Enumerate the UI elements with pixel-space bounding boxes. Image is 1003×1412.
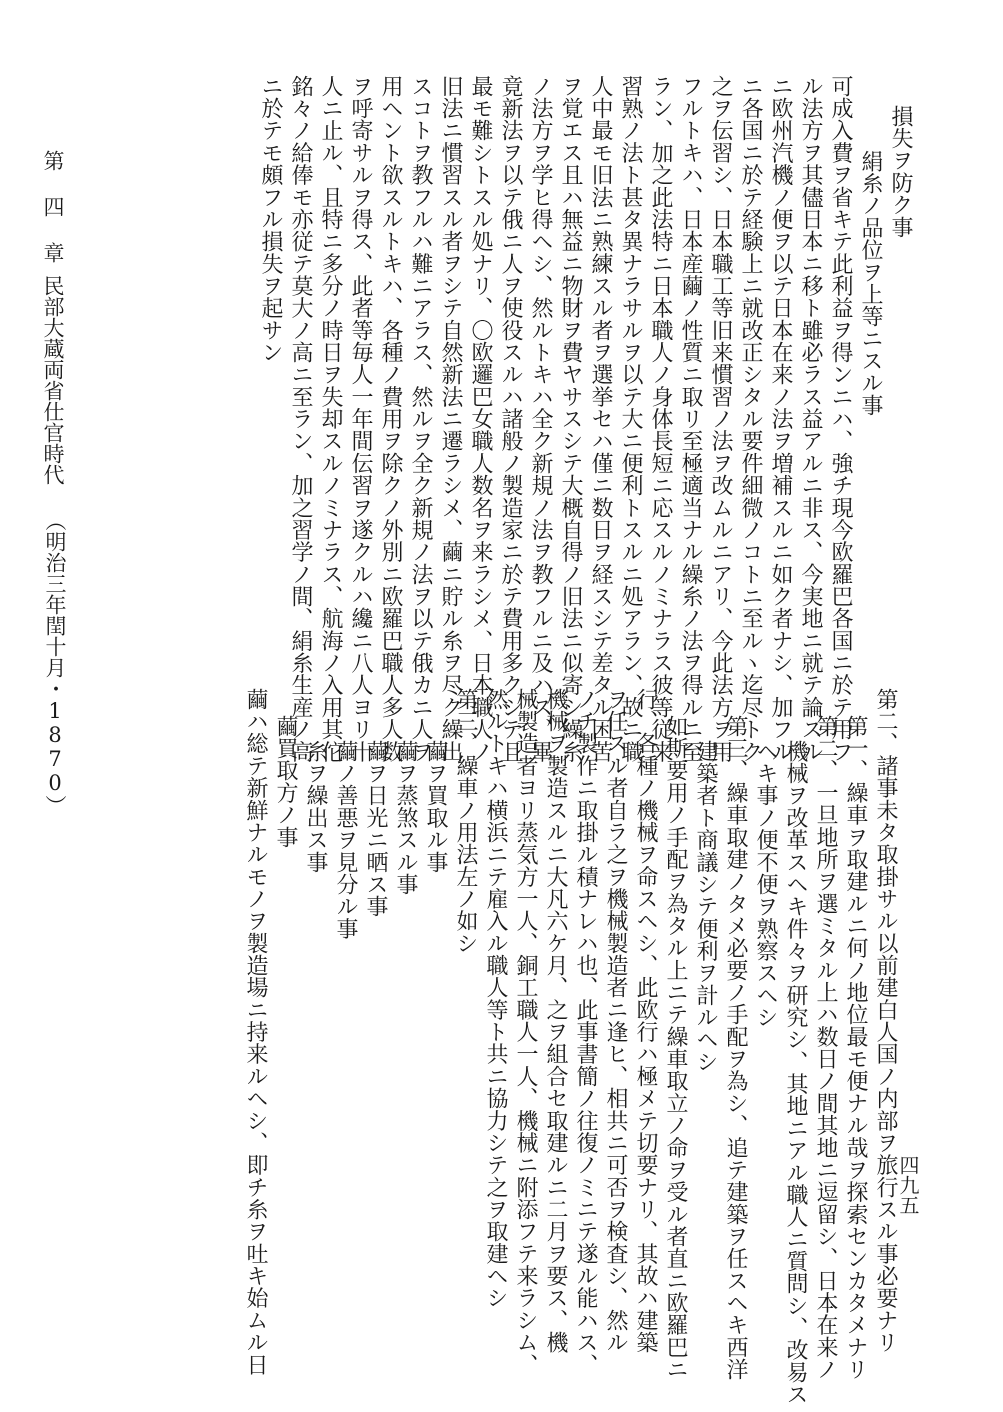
- text-column: ヲ呼寄サルヲ得ス、此者等毎人一年間伝習ヲ遂クルハ纔ニ八人ヨリ十: [348, 75, 373, 763]
- text-column: ヲ任スル者自ラ之ヲ機械製造者ニ逢ヒ、相共ニ可否ヲ検査シ、然ル: [603, 688, 628, 1354]
- text-column: 械製造者ヨリ蒸気方一人、銅工職人一人、機械ニ附添フテ来ラシム、: [513, 688, 538, 1376]
- text-column: 機械ヲ改革スヘキ件々ヲ研究シ、其地ニアル職人ニ質問シ、改易ス: [783, 740, 808, 1406]
- text-column: ラン、加之此法特ニ日本職人ノ身体長短ニ応スルノミナラス彼等従来: [648, 75, 673, 763]
- section-title: 民部大蔵両省仕官時代: [41, 275, 65, 485]
- subheading: 繭買取方ノ事: [273, 715, 298, 849]
- text-column: 第二、一旦地所ヲ選ミタル上ハ数日ノ間其地ニ逗留シ、日本在来ノ: [813, 715, 838, 1381]
- text-column: 人中最モ旧法ニ熟練スル者ヲ選挙セハ僅ニ数日ヲ経スシテ差タル困苦: [588, 75, 613, 763]
- text-column: 可成入費ヲ省キテ此利益ヲ得ンニハ、強チ現今欧羅巴各国ニ於テ用フ: [828, 75, 853, 763]
- text-column: 繭ハ総テ新鮮ナルモノヲ製造場ニ持来ルヘシ、即チ糸ヲ吐キ始ムル日: [243, 688, 268, 1376]
- text-column: 竟新法ヲ以テ俄ニ人ヲ使役スルハ諸般ノ製造家ニ於テ費用多クシテ且: [498, 75, 523, 763]
- text-column: 行、各種ノ機械ヲ命スヘシ、此欧行ハ極メテ切要ナリ、其故ハ建築: [633, 688, 658, 1354]
- text-column: 第三、繰車ノ用法左ノ如シ: [453, 688, 478, 955]
- text-column: 第二、諸事未タ取掛サル以前建白人国ノ内部ヲ旅行スル事必要ナリ: [873, 688, 898, 1354]
- text-column: フルトキハ、日本産繭ノ性質ニ取リ至極適当ナル繰糸ノ法ヲ得ルニ至: [678, 75, 703, 763]
- text-column: 銘々ノ給俸モ亦従テ莫大ノ高ニ至ラン、加之習学ノ間、絹糸生産ノ高: [288, 75, 313, 763]
- text-column: 第三、繰車取建ノタメ必要ノ手配ヲ為シ、追テ建築ヲ任スヘキ西洋: [723, 715, 748, 1381]
- heading-line: 絹糸ノ品位ヲ上等ニスル事: [858, 150, 883, 417]
- text-column: ノ法方ヲ学ヒ得ヘシ、然ルトキハ全ク新規ノ法ヲ教フルニ及ハス、畢: [528, 75, 553, 763]
- text-column: 如斯要用ノ手配ヲ為タル上ニテ繰車取立ノ命ヲ受ル者直ニ欧羅巴ニ: [663, 715, 688, 1381]
- heading-line: 損失ヲ防ク事: [888, 105, 913, 239]
- list-item: 糸ヲ繰出ス事: [303, 740, 328, 874]
- list-item: 繭ヲ日光ニ晒ス事: [363, 740, 388, 918]
- text-column: ル法方ヲ其儘日本ニ移ト雖必ラス益アルニ非ス、今実地ニ就テ論スル: [798, 75, 823, 763]
- text-column: 機械ヲ製造スルニ大凡六ケ月、之ヲ組合セ取建ルニ二月ヲ要ス、機: [543, 688, 568, 1354]
- text-column: 用ヘント欲スルトキハ、各種ノ費用ヲ除クノ外別ニ欧羅巴職人多人数: [378, 75, 403, 763]
- text-column: 之ヲ伝習シ、日本職工等旧来慣習ノ法ヲ改ムルニアリ、今此法方ヲ用: [708, 75, 733, 763]
- text-column: ヲ覚エス且ハ無益ニ物財ヲ費ヤサスシテ大概自得ノ旧法ニ似寄シ繰糸: [558, 75, 583, 763]
- text-column: ニ於テモ頗フル損失ヲ起サン: [258, 75, 283, 364]
- text-column: 第一、繰車ヲ取建ルニ何ノ地位最モ便ナル哉ヲ探索センカタメナリ: [843, 715, 868, 1381]
- text-column: 習熟ノ法ト甚タ異ナラサルヲ以テ大ニ便利トスルニ処アラン、故ニ職: [618, 75, 643, 763]
- list-item: 繭ヲ蒸煞スル事: [393, 740, 418, 896]
- date-label: （明治三年閏十月・1870）: [43, 510, 67, 816]
- text-column: 然ルトキハ横浜ニテ雇入ル職人等ト共ニ協力シテ之ヲ取建ヘシ: [483, 688, 508, 1310]
- list-item: 繭ヲ買取ル事: [423, 740, 448, 874]
- text-column: ニ欧州汽機ノ便ヲ以テ日本在来ノ法ヲ増補スルニ如ク者ナシ、加フル: [768, 75, 793, 763]
- text-column: 旧法ニ慣習スル者ヲシテ自然新法ニ遷ラシメ、繭ニ貯ル糸ヲ尽ク繰出: [438, 75, 463, 763]
- text-column: 人ニ止ル、且特ニ多分ノ時日ヲ失却スルノミナラス、航海ノ入用其佗: [318, 75, 343, 763]
- text-column: ノチ製作ニ取掛ル積ナレハ也、此事書簡ノ往復ノミニテ遂ル能ハス、: [573, 688, 598, 1376]
- text-column: ヘキ事ノ便不便ヲ熟察スヘシ: [753, 740, 778, 1029]
- text-column: 最モ難シトスル処ナリ、〇欧邏巴女職人数名ヲ来ラシメ、日本職人ノ: [468, 75, 493, 763]
- chapter-label: 第 四 章: [41, 150, 65, 265]
- list-item: 繭ノ善悪ヲ見分ル事: [333, 740, 358, 940]
- text-column: ニ各国ニ於テ経験上ニ就改正シタル要件細微ノコトニ至ルヽ迄尽トク: [738, 75, 763, 763]
- text-column: 建築者ト商議シテ便利ヲ計ルヘシ: [693, 740, 718, 1073]
- text-column: スコトヲ教フルハ難ニアラス、然ルヲ全ク新規ノ法ヲ以テ俄カニ人ヲ: [408, 75, 433, 763]
- page-number: 四九五: [896, 1155, 920, 1215]
